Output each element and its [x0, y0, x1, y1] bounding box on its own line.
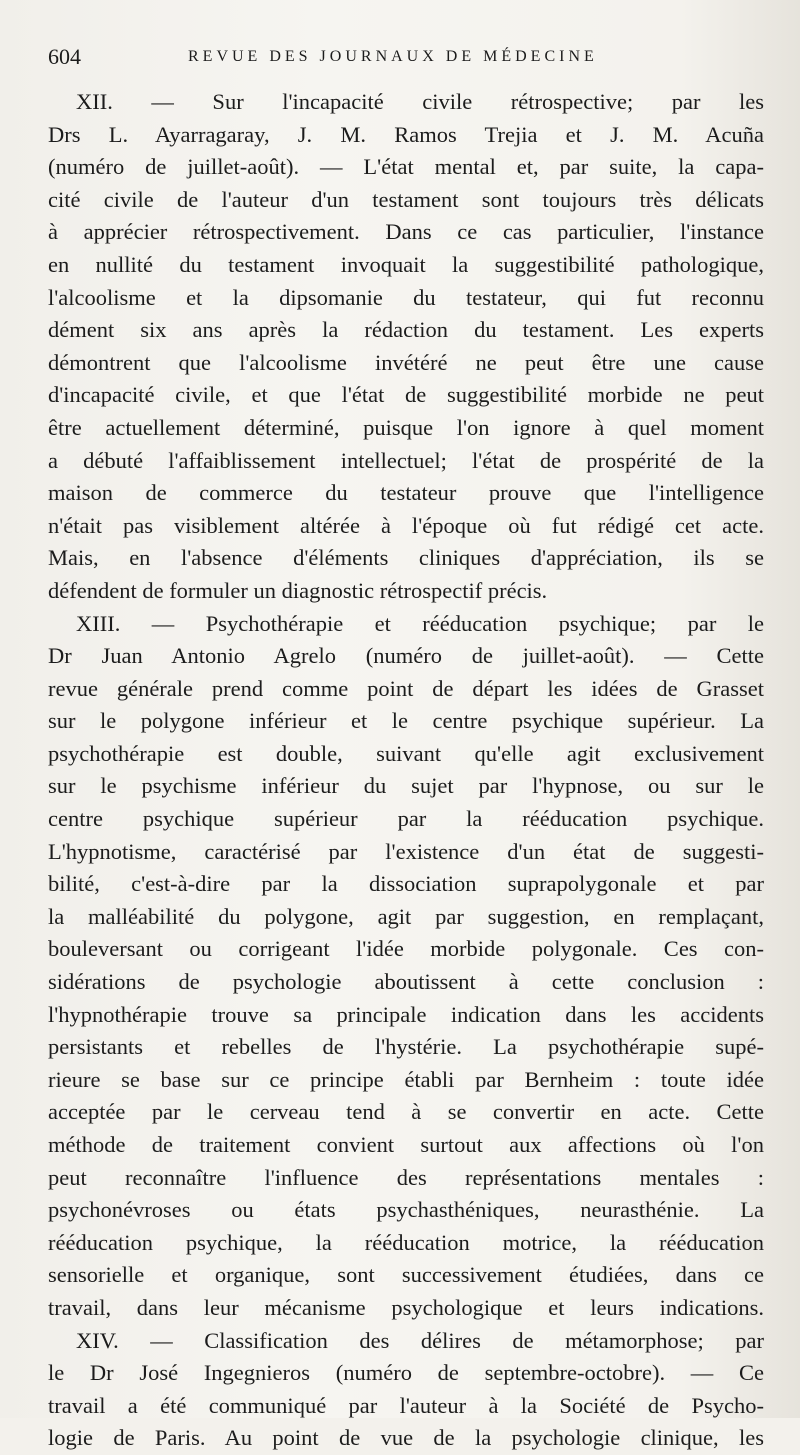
text-line: bouleversant ou corrigeant l'idée morbide polygonale. Ces con-	[48, 936, 764, 962]
text-line: Mais, en l'absence d'éléments cliniques d'appréciation, ils se	[48, 545, 764, 571]
text-line: dément six ans après la rédaction du testament. Les experts	[48, 317, 764, 343]
text-line: sidérations de psychologie aboutissent à cette conclusion :	[48, 969, 764, 995]
text-line: rieure se base sur ce principe établi par Bernheim : toute idée	[48, 1066, 764, 1092]
text-line: méthode de traitement convient surtout aux affections où l'on	[48, 1132, 764, 1157]
text-line: sur le polygone inférieur et le centre psychique supérieur. La	[48, 708, 764, 734]
text-line: l'hypnothérapie trouve sa principale indication dans les accidents	[48, 1001, 764, 1027]
text-line: psychonévroses ou états psychasthéniques, neurasthénie. La	[48, 1197, 764, 1223]
text-line: cité civile de l'auteur d'un testament sont toujours très délicats	[48, 186, 764, 212]
text-line: peut reconnaître l'influence des représentations mentales :	[48, 1164, 764, 1190]
text-line: n'était pas visiblement altérée à l'époque où fut rédigé cet acte.	[48, 512, 764, 538]
page-number: 604	[48, 44, 81, 69]
text-line: être actuellement déterminé, puisque l'on ignore à quel moment	[48, 414, 764, 440]
text-line: XII. — Sur l'incapacité civile rétrospective; par les	[76, 89, 764, 114]
text-line: d'incapacité civile, et que l'état de suggestibilité morbide ne peut	[48, 382, 764, 408]
page-header	[48, 44, 758, 74]
text-line: acceptée par le cerveau tend à se convertir en acte. Cette	[48, 1099, 764, 1125]
text-line: centre psychique supérieur par la rééducation psychique.	[48, 806, 764, 832]
text-line: Drs L. Ayarragaray, J. M. Ramos Trejia et J. M. Acuña	[48, 121, 764, 147]
text-line: démontrent que l'alcoolisme invétéré ne peut être une cause	[48, 349, 764, 375]
text-line: rééducation psychique, la rééducation motrice, la rééducation	[48, 1229, 764, 1255]
text-line: l'alcoolisme et la dipsomanie du testateur, qui fut reconnu	[48, 284, 764, 310]
running-title: REVUE DES JOURNAUX DE MÉDECINE	[188, 48, 598, 65]
text-line: défendent de formuler un diagnostic rétrospectif précis.	[48, 577, 548, 603]
text-line: a débuté l'affaiblissement intellectuel; l'état de prospérité de la	[48, 447, 764, 473]
text-line: sensorielle et organique, sont successivement étudiées, dans ce	[48, 1262, 764, 1288]
text-line: à apprécier rétrospectivement. Dans ce cas particulier, l'instance	[48, 219, 764, 245]
text-line: XIV. — Classification des délires de métamorphose; par	[76, 1327, 764, 1353]
text-line: travail a été communiqué par l'auteur à la Société de Psycho-	[48, 1392, 764, 1418]
text-line: travail, dans leur mécanisme psychologique et leurs indications.	[48, 1294, 764, 1320]
text-line: XIII. — Psychothérapie et rééducation psychique; par le	[76, 610, 764, 636]
text-line: la malléabilité du polygone, agit par suggestion, en remplaçant,	[48, 903, 764, 929]
body-text	[48, 86, 764, 1455]
text-line: le Dr José Ingegnieros (numéro de septembre-octobre). — Ce	[48, 1360, 764, 1386]
text-line: (numéro de juillet-août). — L'état mental et, par suite, la capa-	[48, 154, 764, 180]
text-line: en nullité du testament invoquait la suggestibilité pathologique,	[48, 251, 764, 277]
text-line: sur le psychisme inférieur du sujet par l'hypnose, ou sur le	[48, 773, 764, 799]
text-line: maison de commerce du testateur prouve que l'intelligence	[48, 480, 764, 506]
text-line: logie de Paris. Au point de vue de la psychologie clinique, les	[48, 1425, 764, 1451]
text-line: bilité, c'est-à-dire par la dissociation suprapolygonale et par	[48, 871, 764, 897]
text-line: L'hypnotisme, caractérisé par l'existence d'un état de suggesti-	[48, 838, 764, 864]
text-line: Dr Juan Antonio Agrelo (numéro de juillet-août). — Cette	[48, 643, 764, 669]
text-line: psychothérapie est double, suivant qu'elle agit exclusivement	[48, 740, 764, 766]
text-line: persistants et rebelles de l'hystérie. La psychothérapie supé-	[48, 1034, 764, 1060]
text-line: revue générale prend comme point de départ les idées de Grasset	[48, 675, 764, 701]
